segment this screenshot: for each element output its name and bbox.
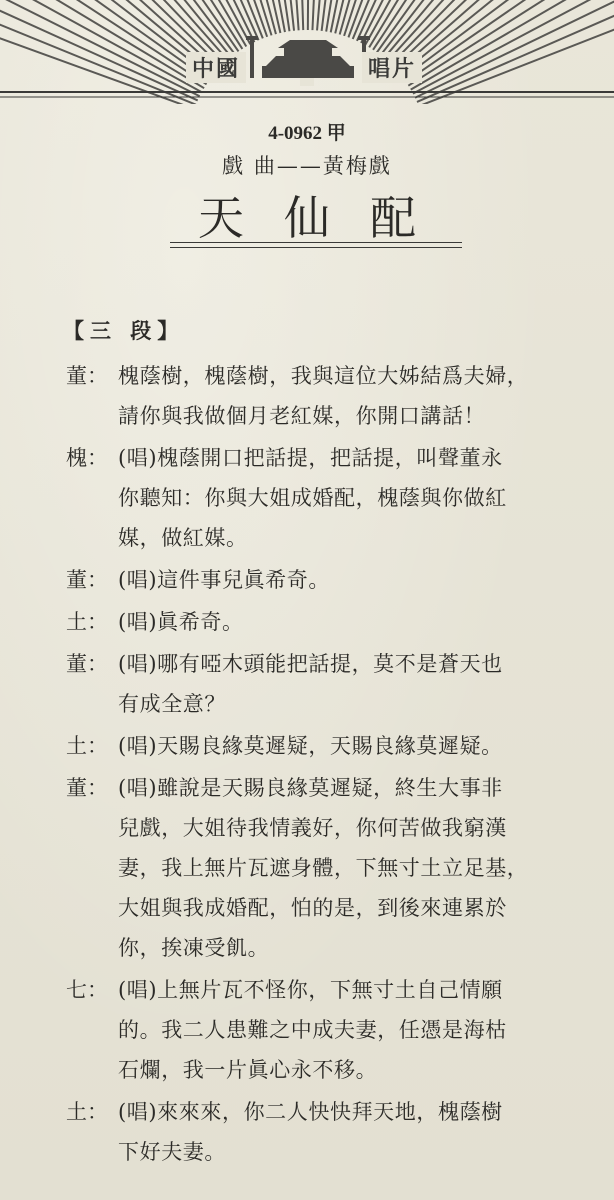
dialogue-line: (唱)來來來，你二人快快拜天地，槐蔭樹	[118, 1100, 503, 1124]
libretto-entry	[66, 602, 576, 642]
dialogue-line: (唱)雖說是天賜良緣莫遲疑，終生大事非	[118, 776, 503, 800]
speaker-label: 土：	[66, 610, 108, 634]
brand-zhongguo: 中國	[186, 52, 246, 83]
dialogue-line: 請你與我做個月老紅媒，你開口講話！	[118, 404, 486, 428]
genre-line: 戲 曲——黃梅戲	[222, 154, 392, 178]
dialogue-line: 槐蔭樹，槐蔭樹，我與這位大姊結爲夫婦，	[118, 364, 529, 388]
title-underline	[170, 242, 462, 243]
sunburst-rays-graphic	[0, 0, 614, 104]
dialogue-line: (唱)上無片瓦不怪你，下無寸土自己情願	[118, 978, 503, 1002]
dialogue-line: 石爛，我一片眞心永不移。	[118, 1058, 378, 1082]
speaker-label: 董：	[66, 364, 108, 388]
catalog-number: 4-0962 甲	[268, 123, 346, 144]
libretto-entry	[66, 970, 576, 1090]
libretto-entry	[66, 1092, 576, 1172]
section-heading: 【三 段】	[63, 318, 185, 343]
brand-changpian: 唱片	[362, 52, 422, 83]
dialogue-text	[118, 602, 576, 642]
tiananmen-gate-icon	[262, 40, 354, 86]
speaker-label: 董：	[66, 776, 108, 800]
header-sunburst-band	[0, 0, 614, 104]
dialogue-text	[118, 356, 576, 436]
dialogue-text	[118, 726, 576, 766]
opera-title: 天仙配	[198, 191, 456, 245]
libretto-entry	[66, 438, 576, 558]
dialogue-text	[118, 560, 576, 600]
dialogue-line: 兒戲，大姐待我情義好，你何苦做我窮漢	[118, 816, 507, 840]
dialogue-line: (唱)天賜良緣莫遲疑，天賜良緣莫遲疑。	[118, 734, 503, 758]
speaker-label: 董：	[66, 568, 108, 592]
speaker-label: 槐：	[66, 446, 108, 470]
speaker-label: 七：	[66, 978, 108, 1002]
dialogue-line: 有成全意？	[118, 692, 226, 716]
dialogue-line: 大姐與我成婚配，怕的是，到後來連累於	[118, 896, 507, 920]
speaker-label: 董：	[66, 652, 108, 676]
dialogue-line: 你，挨凍受飢。	[118, 936, 270, 960]
libretto-entry	[66, 560, 576, 600]
libretto-entry	[66, 356, 576, 436]
dialogue-text	[118, 768, 576, 968]
dialogue-line: (唱)這件事兒眞希奇。	[118, 568, 330, 592]
dialogue-line: (唱)眞希奇。	[118, 610, 244, 634]
dialogue-line: 妻，我上無片瓦遮身體，下無寸土立足基，	[118, 856, 529, 880]
dialogue-line: 的。我二人患難之中成夫妻，任憑是海枯	[118, 1018, 507, 1042]
dialogue-line: (唱)哪有啞木頭能把話提，莫不是蒼天也	[118, 652, 503, 676]
dialogue-text	[118, 438, 576, 558]
title-underline-thin	[170, 247, 462, 248]
libretto-entry	[66, 644, 576, 724]
dialogue-line: 你聽知：你與大姐成婚配，槐蔭與你做紅	[118, 486, 507, 510]
dialogue-text	[118, 1092, 576, 1172]
libretto-body	[66, 356, 576, 1172]
dialogue-text	[118, 644, 576, 724]
dialogue-text	[118, 970, 576, 1090]
dialogue-line: (唱)槐蔭開口把話提，把話提，叫聲董永	[118, 446, 503, 470]
speaker-label: 土：	[66, 734, 108, 758]
libretto-entry	[66, 726, 576, 766]
speaker-label: 土：	[66, 1100, 108, 1124]
dialogue-line: 下好夫妻。	[118, 1140, 226, 1164]
libretto-entry	[66, 768, 576, 968]
dialogue-line: 媒，做紅媒。	[118, 526, 248, 550]
